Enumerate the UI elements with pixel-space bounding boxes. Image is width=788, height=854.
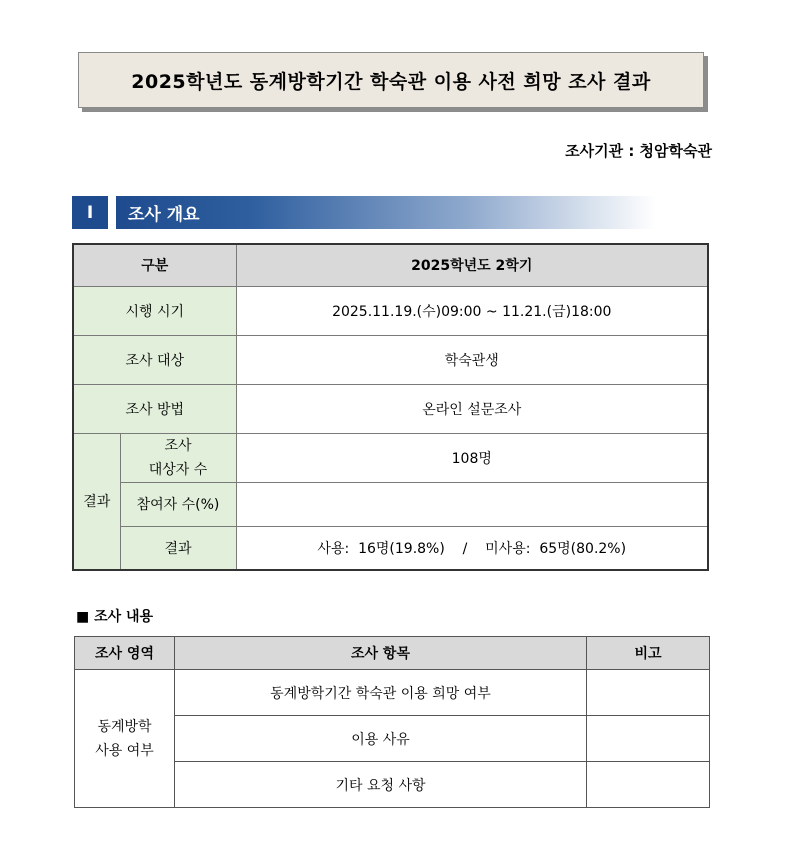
contents-row: [75, 670, 710, 716]
result-target-value: 108명: [236, 433, 708, 482]
contents-note: [587, 670, 710, 716]
result-summary-row: [73, 526, 708, 570]
contents-area: [75, 670, 175, 808]
overview-row-value: 학숙관생: [236, 335, 708, 384]
contents-item: 이용 사유: [175, 716, 587, 762]
section-number: I: [72, 196, 108, 229]
result-target-label-line2: 대상자 수: [148, 461, 208, 478]
overview-header-value: 2025학년도 2학기: [236, 244, 708, 286]
overview-row: [73, 335, 708, 384]
overview-row-label: 조사 대상: [73, 335, 236, 384]
contents-note: [587, 762, 710, 808]
contents-heading: ■ 조사 내용: [76, 609, 154, 625]
overview-row-value: 온라인 설문조사: [236, 384, 708, 433]
result-summary-value: 사용: 16명(19.8%) / 미사용: 65명(80.2%): [236, 526, 708, 570]
overview-header-label: 구분: [73, 244, 236, 286]
survey-organization: 조사기관 : 청암학숙관: [565, 142, 712, 160]
result-target-row: [73, 433, 708, 482]
overview-table: [72, 243, 709, 571]
result-summary-label: 결과: [120, 526, 236, 570]
document-title: 2025학년도 동계방학기간 학숙관 이용 사전 희망 조사 결과: [78, 52, 704, 108]
overview-row-label: 조사 방법: [73, 384, 236, 433]
contents-table: [74, 636, 710, 808]
overview-row: [73, 286, 708, 335]
result-participants-row: [73, 482, 708, 526]
contents-area-line2: 사용 여부: [95, 742, 154, 759]
overview-row-value: 2025.11.19.(수)09:00 ~ 11.21.(금)18:00: [236, 286, 708, 335]
result-group-label: 결과: [73, 433, 120, 570]
contents-area-line1: 동계방학: [97, 718, 152, 735]
overview-row-label: 시행 시기: [73, 286, 236, 335]
contents-header-note: 비고: [587, 637, 710, 670]
section-title: 조사 개요: [116, 196, 656, 229]
contents-header-item: 조사 항목: [175, 637, 587, 670]
result-target-label-line1: 조사: [164, 437, 192, 454]
contents-item: 기타 요청 사항: [175, 762, 587, 808]
overview-row: [73, 384, 708, 433]
result-participants-value: [236, 482, 708, 526]
result-participants-label: 참여자 수(%): [120, 482, 236, 526]
contents-note: [587, 716, 710, 762]
result-target-label: [120, 433, 236, 482]
contents-header-row: [75, 637, 710, 670]
contents-header-area: 조사 영역: [75, 637, 175, 670]
contents-item: 동계방학기간 학숙관 이용 희망 여부: [175, 670, 587, 716]
overview-header-row: [73, 244, 708, 286]
